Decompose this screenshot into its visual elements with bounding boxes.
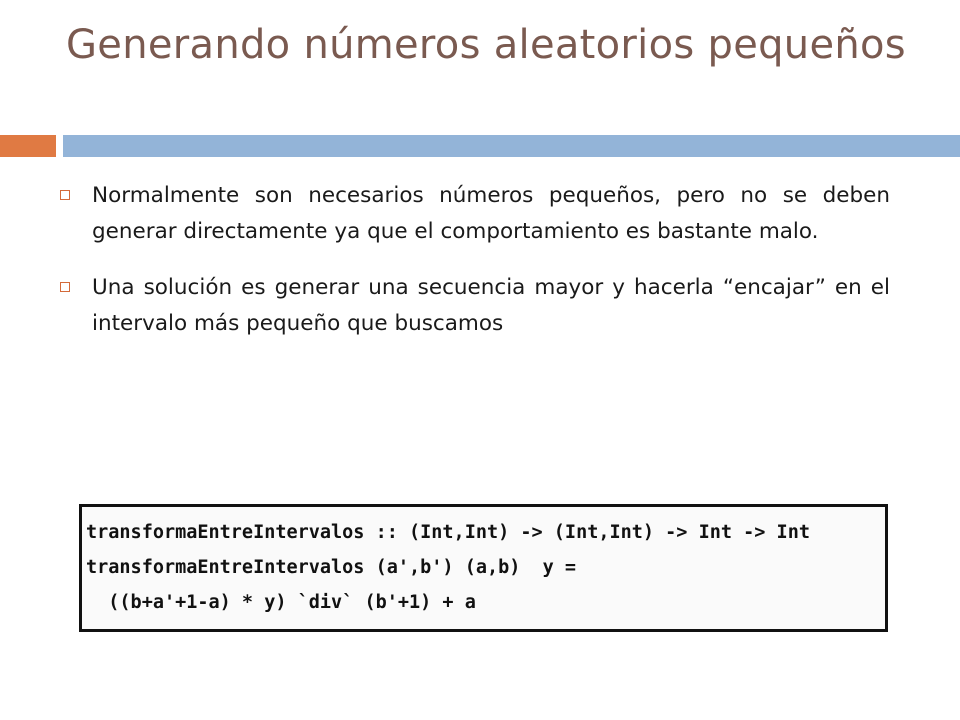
- title-accent-bar-blue: [63, 135, 960, 157]
- code-line: transformaEntreIntervalos :: (Int,Int) -> (Int,Int) -> Int -> Int: [86, 522, 810, 543]
- title-accent-bar-orange: [0, 135, 56, 157]
- bullet-text: Una solución es generar una secuencia mayor y hacerla “encajar” en el intervalo más pequeño que buscamos: [92, 275, 890, 336]
- square-bullet-icon: [60, 190, 70, 200]
- bullet-item: [60, 270, 890, 342]
- code-line: transformaEntreIntervalos (a',b') (a,b) y =: [86, 557, 577, 578]
- bullet-list: [60, 178, 890, 362]
- code-snippet-image: [79, 504, 888, 632]
- code-line: ((b+a'+1-a) * y) `div` (b'+1) + a: [86, 592, 476, 613]
- bullet-item: [60, 178, 890, 250]
- slide-title: Generando números aleatorios pequeños: [66, 22, 906, 68]
- square-bullet-icon: [60, 282, 70, 292]
- bullet-text: Normalmente son necesarios números pequeños, pero no se deben generar directamente ya que el comportamiento es bastante malo.: [92, 183, 890, 244]
